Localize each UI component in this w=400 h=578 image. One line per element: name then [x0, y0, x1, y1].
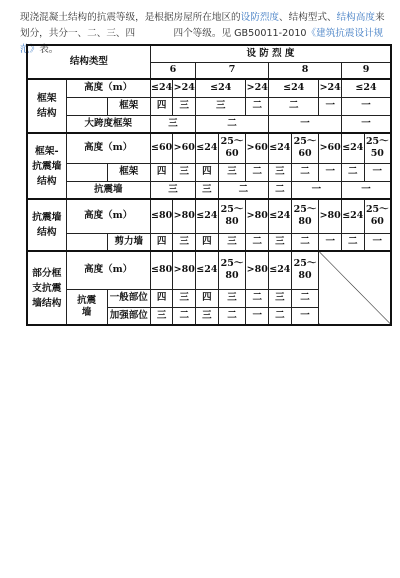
table-cell: 四 — [150, 289, 173, 307]
pf-strengthen-label: 加强部位 — [107, 307, 150, 325]
table-cell: 25～ 80 — [218, 199, 246, 233]
table-cell: 二 — [173, 307, 196, 325]
table-cell: 一 — [319, 163, 342, 181]
table-cell: 三 — [196, 97, 246, 115]
intro-text-4: 表。 — [39, 44, 59, 55]
table-cell: 二 — [342, 233, 365, 251]
table-cell: 二 — [246, 289, 269, 307]
table-cell: >24 — [173, 79, 196, 97]
table-cell: ≤24 — [196, 199, 219, 233]
table-cell: ≤80 — [150, 251, 173, 289]
sw-height-label: 高度（m） — [66, 199, 150, 233]
header-intensity-9: 9 — [342, 62, 392, 79]
table-cell: 25～ 50 — [364, 133, 391, 163]
pf-general-label: 一般部位 — [107, 289, 150, 307]
frame-bigspan-label: 大跨度框架 — [66, 115, 150, 133]
sw-empty-cell — [66, 233, 107, 251]
table-cell: ≤24 — [150, 79, 173, 97]
table-cell: 一 — [291, 181, 341, 199]
intro-gb-code: GB50011-2010 — [231, 28, 307, 39]
table-cell: 25～ 80 — [218, 251, 246, 289]
table-cell: 一 — [246, 307, 269, 325]
table-cell: 三 — [150, 181, 195, 199]
table-cell: 二 — [269, 97, 319, 115]
table-cell: 三 — [196, 307, 219, 325]
table-cell: 一 — [342, 181, 392, 199]
intro-text-2: 、结构型式、 — [279, 12, 337, 23]
table-cell: 二 — [218, 181, 268, 199]
table-cell: >24 — [246, 79, 269, 97]
table-cell: 一 — [319, 233, 342, 251]
intro-text-1: 现浇混凝土结构的抗震等级，是根据房屋所在地区的 — [20, 12, 241, 23]
table-cell: >24 — [319, 79, 342, 97]
frame-frame-label: 框架 — [107, 97, 150, 115]
table-cell: >60 — [319, 133, 342, 163]
table-cell: ≤24 — [196, 251, 219, 289]
table-cell: >80 — [246, 251, 269, 289]
table-cell: 三 — [218, 163, 246, 181]
header-intensity: 设 防 烈 度 — [150, 45, 391, 62]
table-cell: 一 — [364, 163, 391, 181]
table-cell: 三 — [218, 289, 246, 307]
table-cell: 25～ 80 — [291, 199, 319, 233]
table-cell: 一 — [319, 97, 342, 115]
table-cell: 三 — [269, 163, 292, 181]
header-intensity-8: 8 — [269, 62, 342, 79]
fsw-height-label: 高度（m） — [66, 133, 150, 163]
table-cell: 二 — [342, 163, 365, 181]
fsw-wall-label: 抗震墙 — [66, 181, 150, 199]
table-cell: 一 — [291, 307, 319, 325]
table-cell: 二 — [269, 181, 292, 199]
table-cell: ≤80 — [150, 199, 173, 233]
table-cell: >60 — [173, 133, 196, 163]
header-intensity-7: 7 — [196, 62, 269, 79]
link-structure-height[interactable]: 结构高度 — [336, 12, 375, 23]
table-cell: 三 — [196, 181, 219, 199]
table-cell: 一 — [364, 233, 391, 251]
not-applicable-cell — [319, 251, 391, 325]
table-cell: 四 — [196, 163, 219, 181]
table-cell: 二 — [246, 233, 269, 251]
link-seismic-code[interactable]: 《建筑抗震设计规范》 — [20, 28, 384, 55]
group-partial-frame-shearwall: 部分框 支抗震 墙结构 — [27, 251, 66, 325]
group-frame: 框架 结构 — [27, 79, 66, 133]
table-cell: ≤24 — [342, 79, 392, 97]
frame-empty-cell — [66, 97, 107, 115]
table-cell: 25～ 60 — [218, 133, 246, 163]
sw-wall-label: 剪力墙 — [107, 233, 150, 251]
table-cell: 25～ 80 — [291, 251, 319, 289]
table-cell: 四 — [150, 233, 173, 251]
table-cell: ≤24 — [269, 133, 292, 163]
table-cell: 二 — [291, 233, 319, 251]
pf-height-label: 高度（m） — [66, 251, 150, 289]
table-cell: 四 — [196, 233, 219, 251]
table-cell: 25～ 60 — [364, 199, 391, 233]
table-cell: 三 — [173, 97, 196, 115]
table-cell: >80 — [173, 199, 196, 233]
table-cell: 三 — [269, 289, 292, 307]
table-cell: ≤24 — [342, 133, 365, 163]
table-cell: ≤24 — [269, 251, 292, 289]
table-cell: >80 — [173, 251, 196, 289]
table-cell: 二 — [246, 163, 269, 181]
table-cell: 二 — [291, 163, 319, 181]
intro-text-3: 来划分，共分一、二、三、四 四个等级。见 — [20, 12, 385, 39]
table-cell: 三 — [218, 233, 246, 251]
fsw-frame-label: 框架 — [107, 163, 150, 181]
table-cell: 25～ 60 — [291, 133, 319, 163]
frame-height-label: 高度（m） — [66, 79, 150, 97]
table-cell: 二 — [196, 115, 269, 133]
seismic-grade-table — [26, 44, 392, 326]
table-cell: 三 — [173, 233, 196, 251]
table-cell: 三 — [150, 307, 173, 325]
table-cell: 三 — [173, 163, 196, 181]
table-cell: 四 — [196, 289, 219, 307]
link-intensity[interactable]: 设防烈度 — [240, 12, 280, 23]
table-cell: 二 — [246, 97, 269, 115]
table-cell: ≤24 — [269, 79, 319, 97]
table-cell: 三 — [173, 289, 196, 307]
table-cell: ≤24 — [196, 79, 246, 97]
table-cell: 二 — [269, 307, 292, 325]
table-cell: >80 — [319, 199, 342, 233]
header-structure-type: 结构类型 — [27, 45, 150, 79]
table-cell: 三 — [150, 115, 195, 133]
seismic-grade-table-wrapper — [26, 44, 392, 326]
table-cell: ≤60 — [150, 133, 173, 163]
table-cell: 三 — [269, 233, 292, 251]
group-frame-shearwall: 框架- 抗震墙 结构 — [27, 133, 66, 199]
group-shearwall: 抗震墙 结构 — [27, 199, 66, 251]
table-cell: ≤24 — [196, 133, 219, 163]
table-cell: >60 — [246, 133, 269, 163]
table-cell: ≤24 — [269, 199, 292, 233]
table-cell: 一 — [342, 115, 392, 133]
table-cell: >80 — [246, 199, 269, 233]
header-intensity-6: 6 — [150, 62, 195, 79]
table-cell: 四 — [150, 163, 173, 181]
pf-wall-label: 抗震 墙 — [66, 289, 107, 325]
table-cell: 一 — [269, 115, 342, 133]
table-cell: ≤24 — [342, 199, 365, 233]
table-cell: 二 — [218, 307, 246, 325]
table-cell: 四 — [150, 97, 173, 115]
table-cell: 一 — [342, 97, 392, 115]
fsw-empty-cell — [66, 163, 107, 181]
table-cell: 二 — [291, 289, 319, 307]
